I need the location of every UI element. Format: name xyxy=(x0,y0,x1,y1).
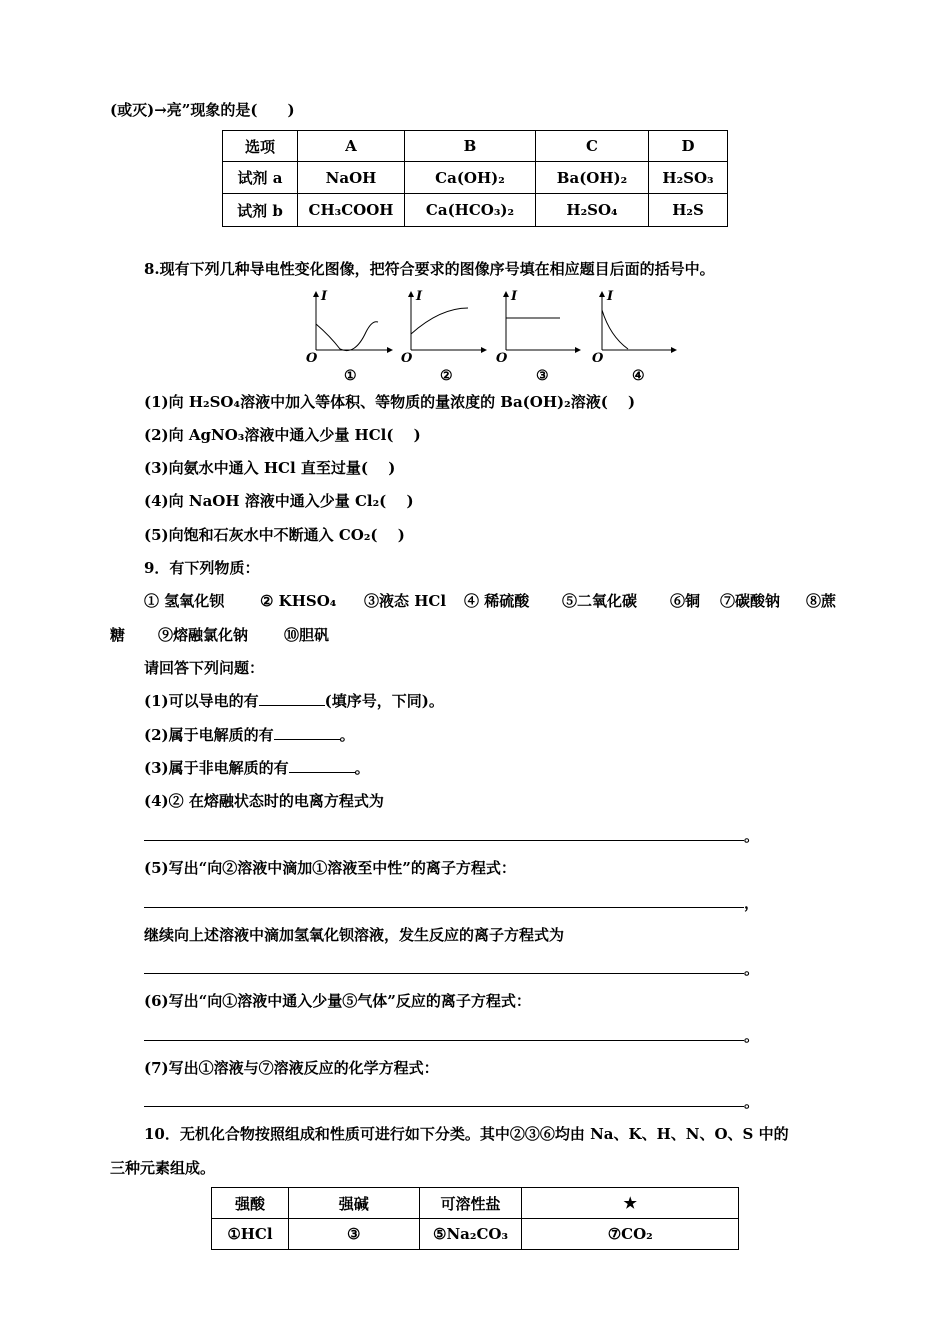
q9-q3-blank[interactable] xyxy=(289,758,355,773)
q8-stem: 8.现有下列几种导电性变化图像，把符合要求的图像序号填在相应题目后面的括号中。 xyxy=(144,260,715,278)
q7-table xyxy=(222,130,728,227)
answer-blank[interactable] xyxy=(144,1025,744,1041)
q7-cell: CH₃COOH xyxy=(298,194,405,227)
q9-q1-post: (填序号，下同)。 xyxy=(324,692,444,710)
end-mark: 。 xyxy=(744,827,760,845)
q7-cell: H₂SO₃ xyxy=(649,162,728,194)
q7-header-b: B xyxy=(405,131,536,162)
q9-answer-line-7 xyxy=(144,1091,759,1112)
substance-10: ⑩胆矾 xyxy=(284,626,330,644)
graph-1 xyxy=(306,289,392,384)
graph-4-origin: O xyxy=(592,351,604,366)
graph-2-label: ② xyxy=(440,368,453,384)
graph-2-origin: O xyxy=(401,351,413,366)
q7-cell: NaOH xyxy=(298,162,405,194)
q7-cell: Ca(HCO₃)₂ xyxy=(405,194,536,227)
end-mark: 。 xyxy=(744,960,760,978)
graph-2-axis-y: I xyxy=(416,289,423,304)
q9-q1-text: (1)可以导电的有 xyxy=(144,692,259,710)
q9-q2-blank[interactable] xyxy=(274,725,340,740)
graph-4 xyxy=(592,289,676,384)
q7-cell: Ca(OH)₂ xyxy=(405,162,536,194)
q10-header-strong-base: 强碱 xyxy=(288,1188,419,1219)
q7-row-a-label: 试剂 a xyxy=(223,162,298,194)
substance-7: ⑦碳酸钠 xyxy=(720,592,781,610)
q9-answer-line-4 xyxy=(144,825,759,846)
answer-blank[interactable] xyxy=(144,825,744,841)
q9-answer-line-5a xyxy=(144,892,759,913)
q9-question-7: (7)写出①溶液与⑦溶液反应的化学方程式： xyxy=(144,1059,439,1077)
q8-item-3: (3)向氨水中通入 HCl 直至过量( ) xyxy=(144,459,396,477)
substance-6: ⑥铜 xyxy=(670,592,701,610)
q7-header-a: A xyxy=(298,131,405,162)
graph-2 xyxy=(401,289,486,384)
q7-header-d: D xyxy=(649,131,728,162)
end-mark: 。 xyxy=(744,1093,760,1111)
substance-8-wrap: 糖 xyxy=(110,626,126,644)
substance-8: ⑧蔗 xyxy=(806,592,837,610)
substance-9: ⑨熔融氯化钠 xyxy=(158,626,249,644)
q10-cell: ⑤Na₂CO₃ xyxy=(419,1219,522,1250)
q8-item-1: (1)向 H₂SO₄溶液中加入等体积、等物质的量浓度的 Ba(OH)₂溶液( ) xyxy=(144,393,636,411)
q7-cell: H₂S xyxy=(649,194,728,227)
q10-cell: ③ xyxy=(288,1219,419,1250)
graph-4-axis-y: I xyxy=(607,289,614,304)
graph-3 xyxy=(496,289,580,384)
q9-question-3 xyxy=(144,758,370,778)
graph-3-axis-y: I xyxy=(511,289,518,304)
answer-blank[interactable] xyxy=(144,1091,744,1107)
q9-q2-text: (2)属于电解质的有 xyxy=(144,726,274,744)
q9-question-4: (4)② 在熔融状态时的电离方程式为 xyxy=(144,792,384,810)
q7-cell: H₂SO₄ xyxy=(536,194,649,227)
q9-q3-post: 。 xyxy=(354,759,370,777)
q10-table xyxy=(211,1187,739,1250)
q8-item-2: (2)向 AgNO₃溶液中通入少量 HCl( ) xyxy=(144,426,421,444)
q9-q2-post: 。 xyxy=(339,726,355,744)
q7-header-option: 选项 xyxy=(223,131,298,162)
q7-cell: Ba(OH)₂ xyxy=(536,162,649,194)
graph-4-curve xyxy=(602,310,628,349)
graph-3-label: ③ xyxy=(536,368,549,384)
substance-1: ① 氢氧化钡 xyxy=(144,592,225,610)
q9-stem: 9．有下列物质： xyxy=(144,559,260,577)
end-mark: ， xyxy=(744,894,760,912)
q9-question-5: (5)写出“向②溶液中滴加①溶液至中性”的离子方程式： xyxy=(144,859,516,877)
graph-1-curve xyxy=(316,322,378,351)
substance-2: ② KHSO₄ xyxy=(260,592,337,610)
q8-item-4: (4)向 NaOH 溶液中通入少量 Cl₂( ) xyxy=(144,492,414,510)
q9-prompt: 请回答下列问题： xyxy=(144,659,265,677)
q10-header-strong-acid: 强酸 xyxy=(212,1188,289,1219)
q7-tail: (或灭)→亮”现象的是( ) xyxy=(110,101,295,119)
q10-header-soluble-salt: 可溶性盐 xyxy=(419,1188,522,1219)
q10-header-star: ★ xyxy=(522,1188,739,1219)
graph-4-label: ④ xyxy=(632,368,645,384)
end-mark: 。 xyxy=(744,1027,760,1045)
substance-5: ⑤二氧化碳 xyxy=(562,592,638,610)
q10-cell: ⑦CO₂ xyxy=(522,1219,739,1250)
q7-header-c: C xyxy=(536,131,649,162)
q10-cell: ①HCl xyxy=(212,1219,289,1250)
q9-q3-text: (3)属于非电解质的有 xyxy=(144,759,289,777)
graph-1-label: ① xyxy=(344,368,357,384)
q8-item-5: (5)向饱和石灰水中不断通入 CO₂( ) xyxy=(144,526,405,544)
q10-stem-line-1: 10．无机化合物按照组成和性质可进行如下分类。其中②③⑥均由 Na、K、H、N、O、S 中的 xyxy=(144,1125,789,1143)
graph-1-origin: O xyxy=(306,351,318,366)
q9-question-6: (6)写出“向①溶液中通入少量⑤气体”反应的离子方程式： xyxy=(144,992,531,1010)
answer-blank[interactable] xyxy=(144,892,744,908)
substance-3: ③液态 HCl xyxy=(364,592,447,610)
conductivity-graphs xyxy=(300,286,690,386)
substance-4: ④ 稀硫酸 xyxy=(464,592,530,610)
graph-1-axis-y: I xyxy=(321,289,328,304)
answer-blank[interactable] xyxy=(144,958,744,974)
q9-question-1 xyxy=(144,691,444,711)
q10-stem-line-2: 三种元素组成。 xyxy=(110,1159,216,1177)
q9-q1-blank[interactable] xyxy=(259,691,325,706)
q7-row-b-label: 试剂 b xyxy=(223,194,298,227)
q9-question-5b: 继续向上述溶液中滴加氢氧化钡溶液，发生反应的离子方程式为 xyxy=(144,926,565,944)
q9-question-2 xyxy=(144,725,355,745)
q9-answer-line-5b xyxy=(144,958,759,979)
q9-answer-line-6 xyxy=(144,1025,759,1046)
graph-2-curve xyxy=(411,308,468,334)
graph-3-origin: O xyxy=(496,351,508,366)
